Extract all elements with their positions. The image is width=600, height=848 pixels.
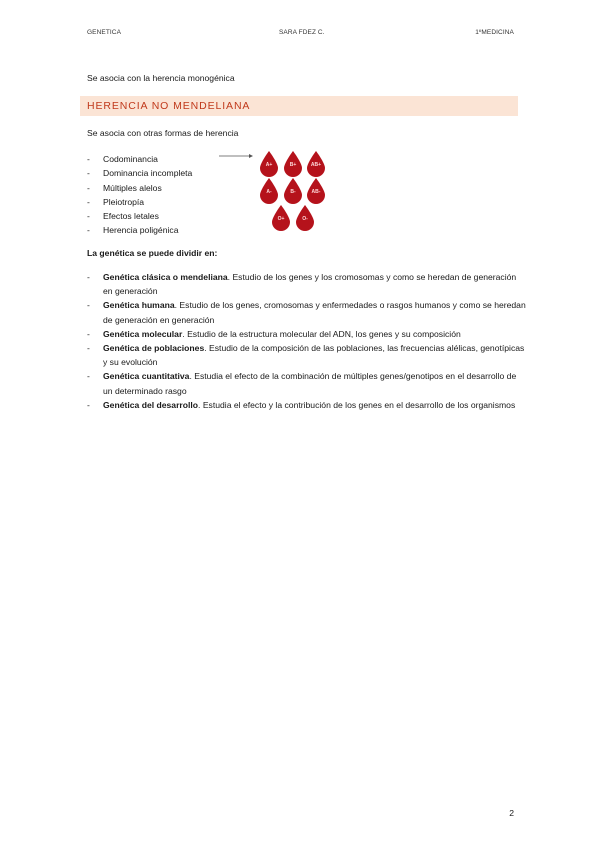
- section-title: HERENCIA NO MENDELIANA: [87, 100, 251, 112]
- header-left: GENETICA: [87, 29, 122, 36]
- genetics-branches-list: [87, 270, 527, 412]
- list-item: - Genética de poblaciones. Estudio de la composición de las poblaciones, las frecuencias alélicas, genotípicas y su evolución: [87, 343, 525, 368]
- arrow-right-icon: [219, 152, 253, 160]
- list-item: - Genética del desarrollo. Estudia el efecto y la contribución de los genes en el desarrollo de los organismos: [87, 399, 516, 410]
- division-heading: La genética se puede dividir en:: [87, 248, 218, 258]
- list-item: - Genética humana. Estudio de los genes, cromosomas y enfermedades o rasgos humanos y como se heredan de generación en generación: [87, 300, 526, 325]
- blood-drop-icon: B-: [283, 178, 303, 204]
- list-item: - Codominancia: [87, 154, 158, 164]
- section-heading-bar: [80, 96, 518, 116]
- list-item: - Dominancia incompleta: [87, 168, 193, 179]
- blood-drop-icon: AB-: [306, 178, 326, 204]
- list-item: - Genética molecular. Estudio de la estructura molecular del ADN, los genes y su composición: [87, 328, 461, 339]
- list-item: - Pleiotropía: [87, 196, 145, 207]
- blood-drop-icon: AB+: [306, 151, 326, 177]
- intro-text: Se asocia con la herencia monogénica: [87, 73, 235, 83]
- list-item: - Genética cuantitativa. Estudia el efecto de la combinación de múltiples genes/genotipos en el desarrollo de un determinado rasgo: [87, 371, 517, 396]
- blood-drop-icon: A-: [259, 178, 279, 204]
- list-item: - Efectos letales: [87, 211, 159, 222]
- page-number: 2: [509, 808, 514, 818]
- blood-drop-icon: O+: [271, 205, 291, 231]
- section-subtitle: Se asocia con otras formas de herencia: [87, 128, 239, 138]
- blood-drop-icon: A+: [259, 151, 279, 177]
- inheritance-list: [87, 152, 192, 238]
- list-item: - Herencia poligénica: [87, 225, 179, 236]
- blood-drop-icon: O-: [295, 205, 315, 231]
- header-right: 1ºMEDICINA: [475, 29, 514, 36]
- blood-drop-icon: B+: [283, 151, 303, 177]
- list-item: - Múltiples alelos: [87, 182, 162, 193]
- list-item: - Genética clásica o mendeliana. Estudio de los genes y los cromosomas y como se heredan de generación en generación: [87, 272, 517, 297]
- header-center: SARA FDEZ C.: [279, 29, 325, 36]
